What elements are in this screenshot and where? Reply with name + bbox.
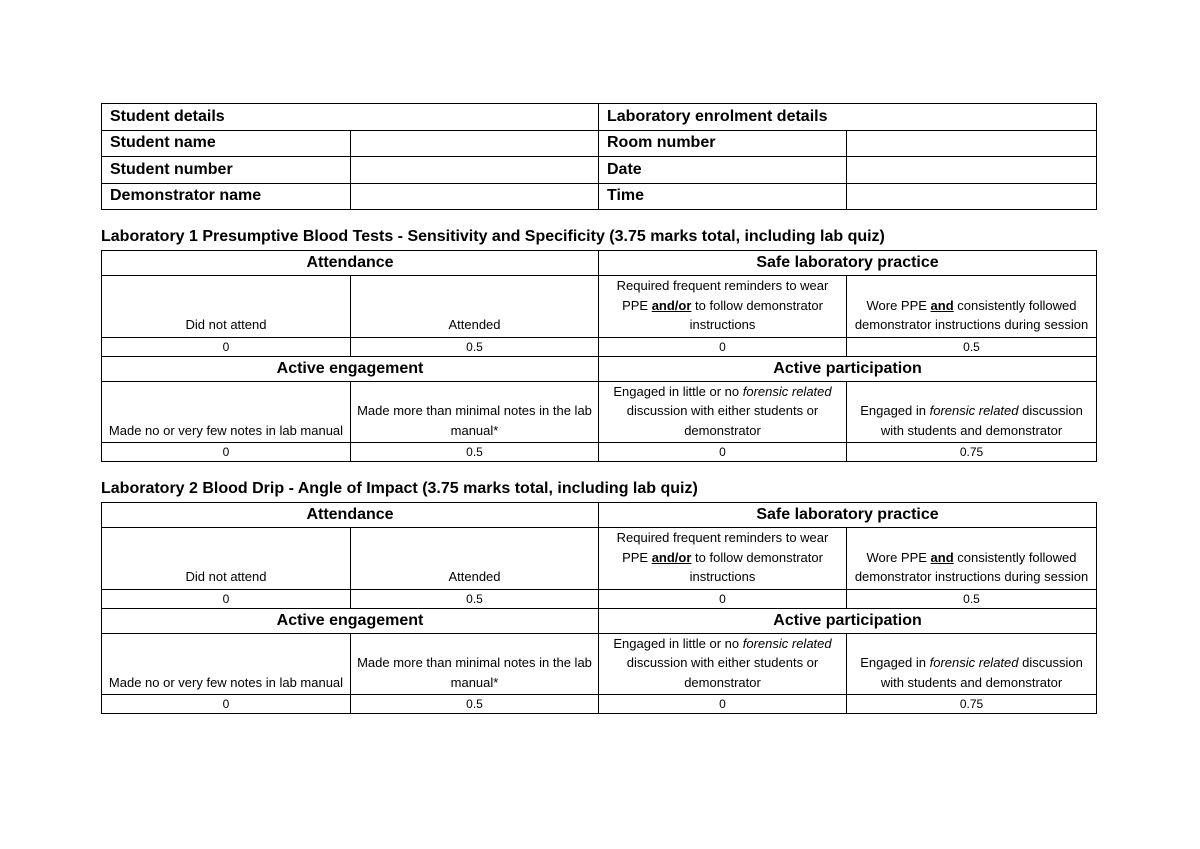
score-cell: 0 [599, 337, 847, 356]
score-cell: 0 [102, 695, 351, 714]
lab-section [101, 478, 1096, 714]
attended-criterion: Attended [351, 276, 599, 338]
participation-high-criterion [847, 381, 1097, 443]
emphasis-text: and [930, 297, 954, 313]
active-engagement-header: Active engagement [102, 356, 599, 381]
safe-practice-header: Safe laboratory practice [599, 251, 1097, 276]
criterion-text: Wore PPE [866, 297, 931, 313]
time-label: Time [599, 183, 847, 210]
time-field[interactable] [847, 183, 1097, 210]
emphasis-text: forensic related [929, 403, 1019, 418]
student-details-header: Student details [102, 104, 599, 131]
criterion-text: consistently followed demonstrator instructions during session [854, 549, 1089, 584]
score-cell: 0 [599, 589, 847, 608]
details-header-row [102, 104, 1097, 131]
participation-low-criterion [599, 381, 847, 443]
participation-high-criterion [847, 633, 1097, 695]
rubric-score-row [102, 695, 1097, 714]
did-not-attend-criterion: Did not attend [102, 276, 351, 338]
score-cell: 0 [102, 337, 351, 356]
active-engagement-header: Active engagement [102, 608, 599, 633]
demonstrator-name-field[interactable] [351, 183, 599, 210]
active-participation-header: Active participation [599, 608, 1097, 633]
score-cell: 0 [599, 443, 847, 462]
date-label: Date [599, 157, 847, 184]
lab-enrolment-header: Laboratory enrolment details [599, 104, 1097, 131]
rubric-score-row [102, 589, 1097, 608]
engagement-low-criterion: Made no or very few notes in lab manual [102, 633, 351, 695]
safe-high-criterion [847, 528, 1097, 590]
student-details-table [101, 103, 1097, 210]
criterion-text: Engaged in little or no [613, 383, 743, 399]
rubric-score-row [102, 337, 1097, 356]
score-cell: 0.75 [847, 443, 1097, 462]
rubric-header-row [102, 608, 1097, 633]
criterion-text: discussion with students and demonstrator [880, 655, 1083, 690]
criterion-text: consistently followed demonstrator instructions during session [854, 297, 1089, 332]
criterion-text: discussion with either students or demonstrator [626, 403, 819, 438]
criterion-text: Engaged in [860, 403, 930, 418]
emphasis-text: forensic related [742, 635, 832, 651]
participation-low-criterion [599, 633, 847, 695]
student-number-field[interactable] [351, 157, 599, 184]
criterion-text: Wore PPE [866, 549, 931, 565]
engagement-high-criterion: Made more than minimal notes in the lab manual* [351, 633, 599, 695]
emphasis-text: and/or [651, 549, 692, 565]
student-name-field[interactable] [351, 130, 599, 157]
rubric-header-row [102, 356, 1097, 381]
engagement-high-criterion: Made more than minimal notes in the lab manual* [351, 381, 599, 443]
lab-sections [101, 226, 1096, 714]
rubric-score-row [102, 443, 1097, 462]
score-cell: 0.5 [351, 695, 599, 714]
score-cell: 0.5 [351, 443, 599, 462]
rubric-criteria-row [102, 633, 1097, 695]
attendance-header: Attendance [102, 251, 599, 276]
score-cell: 0.5 [351, 589, 599, 608]
student-name-label: Student name [102, 130, 351, 157]
emphasis-text: and/or [651, 297, 692, 313]
criterion-text: to follow demonstrator instructions [689, 297, 823, 332]
criterion-text: Required frequent reminders to wear PPE [616, 278, 829, 313]
details-row [102, 130, 1097, 157]
demonstrator-name-label: Demonstrator name [102, 183, 351, 210]
room-number-field[interactable] [847, 130, 1097, 157]
rubric-criteria-row [102, 528, 1097, 590]
student-number-label: Student number [102, 157, 351, 184]
criterion-text: Required frequent reminders to wear PPE [616, 530, 829, 565]
date-field[interactable] [847, 157, 1097, 184]
assessment-page [101, 103, 1096, 714]
room-number-label: Room number [599, 130, 847, 157]
criterion-text: discussion with either students or demonstrator [626, 655, 819, 690]
lab-rubric-table [101, 502, 1097, 714]
score-cell: 0.5 [847, 337, 1097, 356]
safe-low-criterion [599, 528, 847, 590]
criterion-text: discussion with students and demonstrator [880, 403, 1083, 438]
score-cell: 0 [102, 443, 351, 462]
engagement-low-criterion: Made no or very few notes in lab manual [102, 381, 351, 443]
criterion-text: Engaged in [860, 655, 930, 670]
emphasis-text: forensic related [929, 655, 1019, 670]
score-cell: 0 [102, 589, 351, 608]
rubric-header-row [102, 251, 1097, 276]
score-cell: 0 [599, 695, 847, 714]
criterion-text: Engaged in little or no [613, 635, 743, 651]
lab-title: Laboratory 2 Blood Drip - Angle of Impact (3.75 marks total, including lab quiz) [101, 480, 698, 497]
did-not-attend-criterion: Did not attend [102, 528, 351, 590]
lab-title: Laboratory 1 Presumptive Blood Tests - Sensitivity and Specificity (3.75 marks total, including lab quiz) [101, 228, 885, 245]
lab-rubric-table [101, 250, 1097, 462]
score-cell: 0.5 [351, 337, 599, 356]
details-row [102, 183, 1097, 210]
details-row [102, 157, 1097, 184]
lab-section [101, 226, 1096, 462]
criterion-text: to follow demonstrator instructions [689, 549, 823, 584]
score-cell: 0.75 [847, 695, 1097, 714]
safe-practice-header: Safe laboratory practice [599, 503, 1097, 528]
rubric-header-row [102, 503, 1097, 528]
safe-high-criterion [847, 276, 1097, 338]
emphasis-text: forensic related [742, 383, 832, 399]
score-cell: 0.5 [847, 589, 1097, 608]
emphasis-text: and [930, 549, 954, 565]
safe-low-criterion [599, 276, 847, 338]
rubric-criteria-row [102, 381, 1097, 443]
active-participation-header: Active participation [599, 356, 1097, 381]
attended-criterion: Attended [351, 528, 599, 590]
rubric-criteria-row [102, 276, 1097, 338]
attendance-header: Attendance [102, 503, 599, 528]
